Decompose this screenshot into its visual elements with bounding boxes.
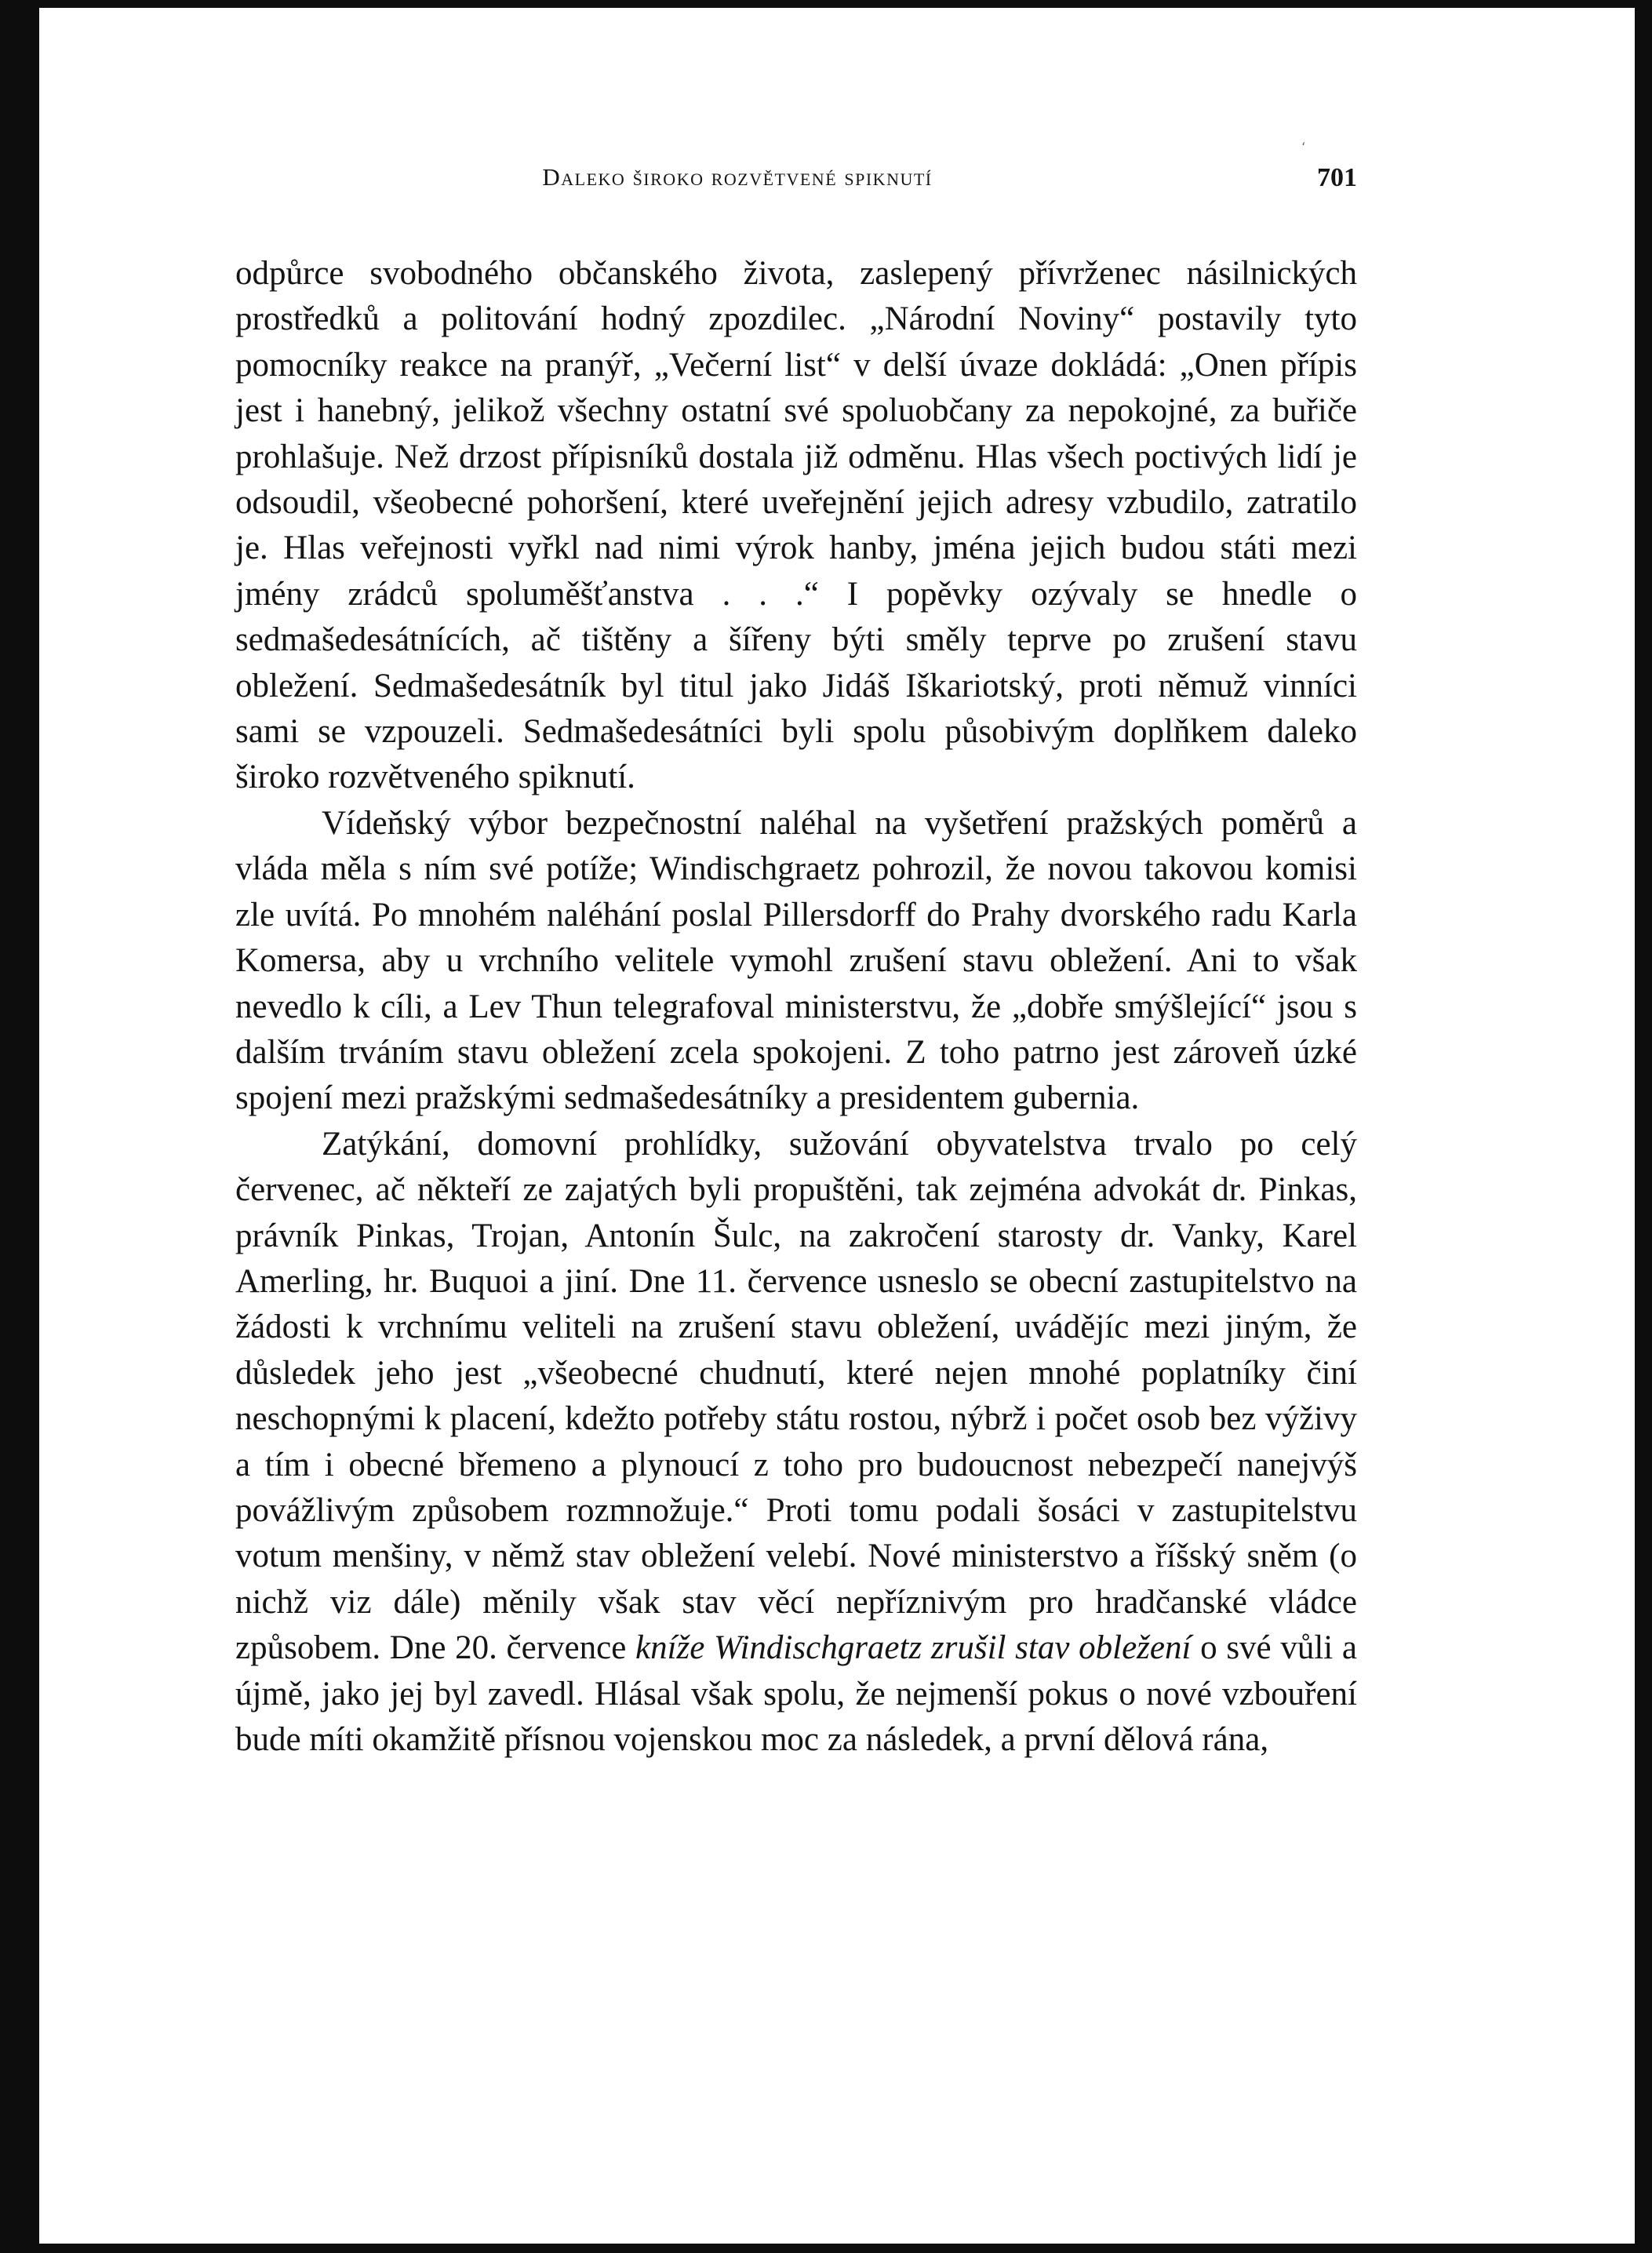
paragraph-3-text-end: o své vůli a újmě, jako jej byl zavedl. Hlásal však spolu, že nejmenší pokus o nové vzbouření bude míti okamžitě přísnou vojenskou moc za následek, a první dělová rána,: [235, 1629, 1357, 1758]
scan-border-bottom: [0, 2244, 1652, 2253]
paragraph-3-text-start: Zatýkání, domovní prohlídky, sužování obyvatelstva trvalo po celý červenec, ač někteří ze zajatých byli propuštěni, tak zejména advokát dr. Pinkas, právník Pinkas, Trojan, Antonín Šulc, na zakročení starosty dr. Vanky, Karel Amerling, hr. Buquoi a jiní. Dne 11. července usneslo se obecní zastupitelstvo na žádosti k vrchnímu veliteli na zrušení stavu obležení, uvádějíc mezi jiným, že důsledek jeho jest „všeobecné chudnutí, které nejen mnohé poplatníky činí neschopnými k placení, kdežto potřeby státu rostou, nýbrž i počet osob bez výživy a tím i obecné břemeno a plynoucí z toho pro budoucnost nebezpečí nanejvýš povážlivým způsobem rozmnožuje.“ Proti tomu podali šosáci v zastupitelstvu votum menšiny, v němž stav obležení velebí. Nové ministerstvo a říšský sněm (o nichž viz dále) měnily však stav věcí nepříznivým pro hradčanské vládce způsobem. Dne 20. července: [235, 1125, 1357, 1667]
paragraph-1-text: odpůrce svobodného občanského života, zaslepený přívrženec násilnických prostředků a politování hodný zpozdilec. „Národní Noviny“ postavily tyto pomocníky reakce na pranýř, „Večerní list“ v delší úvaze dokládá: „Onen přípis jest i hanebný, jelikož všechny ostatní své spoluobčany za nepokojné, za buřiče prohlašuje. Než drzost přípisníků dostala již odměnu. Hlas všech poctivých lidí je odsoudil, všeobecné pohoršení, které uveřejnění jejich adresy vzbudilo, zatratilo je. Hlas veřejnosti vyřkl nad nimi výrok hanby, jména jejich budou státi mezi jmény zrádců spoluměšťanstva . . .“ I popěvky ozývaly se hnedle o sedmašedesátnících, ač tištěny a šířeny býti směly teprve po zrušení stavu obležení. Sedmašedesátník byl titul jako Jidáš Iškariotský, proti němuž vinníci sami se vzpouzeli. Sedmašedesátníci byli spolu působivým doplňkem daleko široko rozvětveného spiknutí.: [235, 255, 1357, 796]
body-text: [235, 251, 1357, 1763]
running-head: [235, 163, 1357, 202]
scan-border-top: [0, 0, 1652, 8]
running-title: Daleko široko rozvětvené spiknutí: [542, 163, 933, 191]
paragraph-3: [235, 1122, 1357, 1763]
scan-border-left: [0, 0, 39, 2253]
paragraph-1: [235, 251, 1357, 801]
paragraph-3-italic-phrase: kníže Windischgraetz zrušil stav obležení: [635, 1629, 1192, 1667]
scan-border-right: [1635, 0, 1652, 2253]
paragraph-2-text: Vídeňský výbor bezpečnostní naléhal na vyšetření pražských poměrů a vláda měla s ním své potíže; Windischgraetz pohrozil, že novou takovou komisi zle uvítá. Po mnohém naléhání poslal Pillersdorff do Prahy dvorského radu Karla Komersa, aby u vrchního velitele vymohl zrušení stavu obležení. Ani to však nevedlo k cíli, a Lev Thun telegrafoval ministerstvu, že „dobře smýšlející“ jsou s dalším trváním stavu obležení zcela spokojeni. Z toho patrno jest zároveň úzké spojení mezi pražskými sedmašedesátníky a presidentem gubernia.: [235, 804, 1357, 1117]
page-number: 701: [1317, 163, 1357, 192]
paragraph-2: [235, 801, 1357, 1122]
print-mark: ‘: [1301, 140, 1306, 155]
